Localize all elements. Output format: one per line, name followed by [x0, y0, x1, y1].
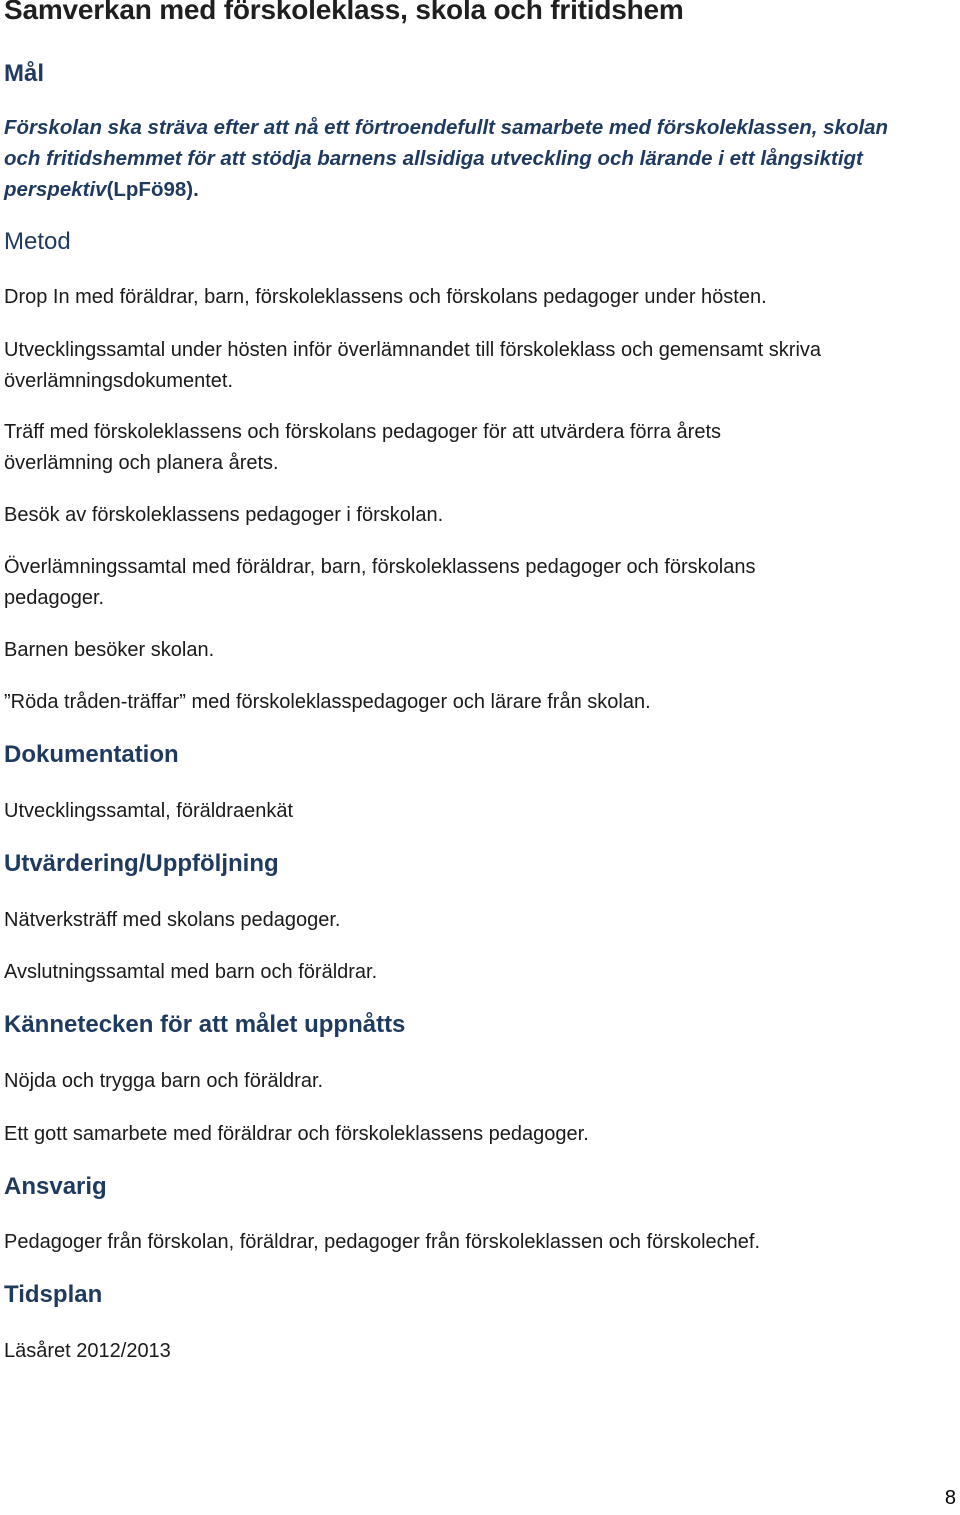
document-page: [4, 0, 956, 1515]
method-item: Barnen besöker skolan.: [4, 639, 215, 661]
method-item: Drop In med föräldrar, barn, förskoleklassens och förskolans pedagoger under hösten.: [4, 286, 767, 308]
schedule-heading: Tidsplan: [4, 1281, 103, 1308]
method-item: ”Röda tråden-träffar” med förskoleklasspedagoger och lärare från skolan.: [4, 691, 651, 713]
goal-heading: Mål: [4, 60, 45, 87]
method-item-continued: överlämning och planera årets.: [4, 452, 279, 474]
goal-text-italic: perspektiv: [4, 178, 107, 201]
documentation-heading: Dokumentation: [4, 741, 179, 768]
evaluation-heading: Utvärdering/Uppföljning: [4, 850, 279, 877]
evaluation-item: Nätverksträff med skolans pedagoger.: [4, 909, 341, 931]
method-item: Träff med förskoleklassens och förskolans pedagoger för att utvärdera förra årets: [4, 421, 722, 443]
goal-text-line-2: och fritidshemmet för att stödja barnens allsidiga utveckling och lärande i ett långsiktigt: [4, 147, 863, 170]
responsible-heading: Ansvarig: [4, 1173, 107, 1200]
responsible-text: Pedagoger från förskolan, föräldrar, pedagoger från förskoleklassen och förskolechef.: [4, 1231, 760, 1253]
page-title: Samverkan med förskoleklass, skola och fritidshem: [4, 0, 684, 25]
goal-text-line-3: [4, 174, 199, 205]
schedule-text: Läsåret 2012/2013: [4, 1340, 171, 1362]
goal-text-reference: (LpFö98).: [106, 178, 199, 201]
method-item-continued: överlämningsdokumentet.: [4, 370, 234, 392]
page-number: 8: [944, 1487, 956, 1509]
criteria-item: Ett gott samarbete med föräldrar och förskoleklassens pedagoger.: [4, 1123, 589, 1145]
goal-text-line-1: Förskolan ska sträva efter att nå ett förtroendefullt samarbete med förskoleklassen, skolan: [4, 116, 889, 139]
method-item: Överlämningssamtal med föräldrar, barn, förskoleklassens pedagoger och förskolans: [4, 556, 756, 578]
method-item: Utvecklingssamtal under hösten inför överlämnandet till förskoleklass och gemensamt skriva: [4, 339, 822, 361]
method-item-continued: pedagoger.: [4, 587, 105, 609]
criteria-heading: Kännetecken för att målet uppnåtts: [4, 1011, 406, 1038]
documentation-text: Utvecklingssamtal, föräldraenkät: [4, 800, 294, 822]
method-heading: Metod: [4, 228, 71, 255]
method-item: Besök av förskoleklassens pedagoger i förskolan.: [4, 504, 444, 526]
criteria-item: Nöjda och trygga barn och föräldrar.: [4, 1070, 324, 1092]
evaluation-item: Avslutningssamtal med barn och föräldrar.: [4, 961, 378, 983]
